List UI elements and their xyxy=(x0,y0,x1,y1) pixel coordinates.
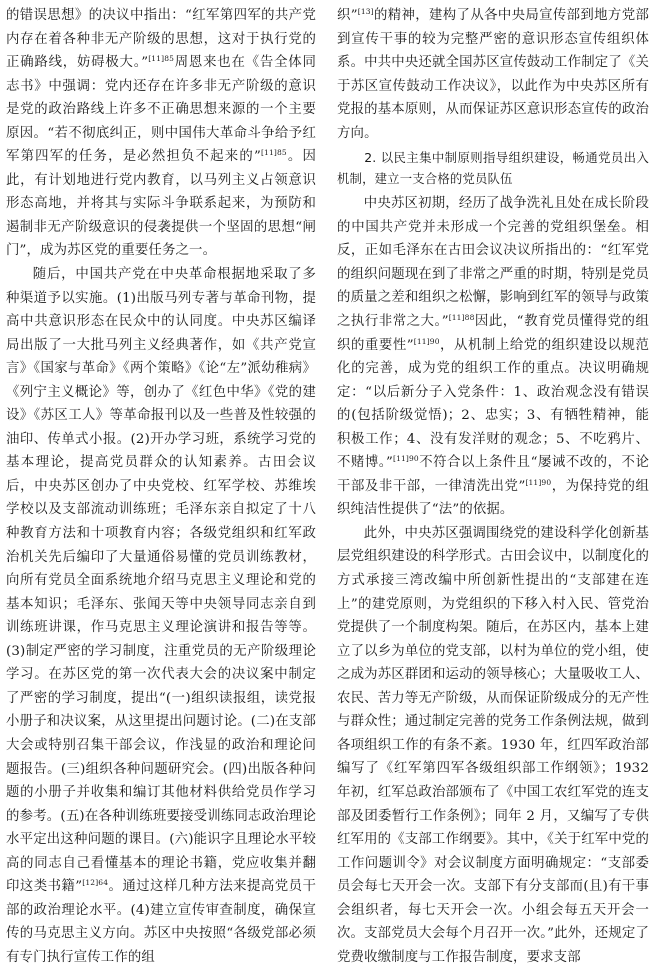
citation-marker: [11]85 xyxy=(148,54,175,64)
text-run: 的精神，建构了从各中央局宣传部到地方党部到宣传干事的较为完整严密的意识形态宣传组织体系。中共中央还就全国苏区宣传鼓动工作制定了《关于苏区宣传鼓动工作决议》，以此作为中央苏区所有党报的基本原则，从而保证苏区意识形态宣传的政治方向。 xyxy=(337,8,649,141)
text-run: 2. 以民主集中制原则指导组织建设，畅通党员出入机制，建立一支合格的党员队伍 xyxy=(337,150,649,187)
text-run: 。通过这样几种方法来提高党员干部的政治理论水平。(4)建立宣传审查制度，确保宣传的马克思主义方向。苏区中央按照“各级党部必须有专门执行宣传工作的组 xyxy=(6,879,317,965)
citation-marker: [11]90 xyxy=(525,477,552,487)
citation-marker: [13] xyxy=(357,7,374,16)
paragraph-continuation xyxy=(337,4,649,145)
paragraph xyxy=(6,263,316,969)
citation-marker: [11]90 xyxy=(393,454,419,464)
text-run: 此外，中央苏区强调围绕党的建设科学化创新基层党组织建设的科学形式。古田会议中，以制度化的方式承接三湾改编中所创新性提出的“支部建在连上”的建党原则，为党组织的下移入村入民、管党治党提供了一个制度构架。随后，在苏区内，基本上建立了以乡为单位的党支部，以村为单位的党小组，使之成为苏区群团和运动的领导核心；大量吸收工人、农民、苦力等无产阶级，从而保证阶级成分的无产性与群众性；通过制定完善的党务工作条例法规，做到各项组织工作的有条不紊。1930 年，红四军政治部编写了《红军第四军各级组织部工作纲领》；1932 年初，红军总政治部颁布了《中国工农红军党的连支部及团委暂行工作条例》；同年 2 月，又编写了专供红军用的《支部工作纲要》。其中，《关于红军中党的工作问题训令》对会议制度方面明确规定：“支部委员会每七天开会一次。支部下有分支部而(且)有干事会组织者，每七天开会一次。小组会每五天开会一次。支部党员大会每个月召开一次。”此外，还规定了党费收缴制度与工作报告制度，要求支部 xyxy=(337,525,649,965)
right-column xyxy=(337,4,649,969)
text-run: 织” xyxy=(337,8,358,23)
paragraph-continuation xyxy=(6,4,316,263)
text-run: ，从机制上给党的组织建设以规范化的完善，成为党的组织工作的重点。决议明确规定：“以后新分子入党条件：1、政治观念没有错误的(包括阶级觉悟)；2、忠实；3、有牺牲精神，能积极工作；4、没有发洋财的观念；5、不吃鸦片、不赌博。” xyxy=(337,337,650,471)
text-run: 的错误思想》的决议中指出：“红军第四军的共产党内存在着各种非无产阶级的思想，这对于执行党的正确路线，妨碍极大。” xyxy=(6,8,316,71)
citation-marker: [11]88 xyxy=(448,313,475,323)
text-run: 随后，中国共产党在中央革命根据地采取了多种渠道予以实施。(1)出版马列专著与革命刊物，提高中共意识形态在民众中的认同度。中央苏区编译局出版了一大批马列主义经典著作，如《共产党宣言》《国家与革命》《两个策略》《论“左”派幼稚病》《列宁主义概论》等，创办了《红色中华》《党的建设》《苏区工人》等革命报刊以及一些普及性较强的油印、传单式小报。(2)开办学习班，系统学习党的基本理论，提高党员群众的认知素养。古田会议后，中央苏区创办了中央党校、红军学校、苏维埃学校以及支部流动训练班；毛泽东亲自拟定了十八种教育方法和十项教育内容；各级党组织和红军政治机关先后编印了大量通俗易懂的党员训练教材，向所有党员全面系统地介绍马克思主义理论和党的基本知识；毛泽东、张闻天等中央领导同志亲自到训练班讲课，作马克思主义理论演讲和报告等等。(3)制定严密的学习制度，注重党员的无产阶级理论学习。在苏区党的第一次代表大会的决议案中制定了严密的学习制度，提出“(一)组织读报组，读党报小册子和决议案，从这里提出问题讨论。(二)在支部大会或特别召集干部会议，作浅显的政治和理论问题报告。(三)组织各种问题研究会。(四)出版各种问题的小册子并收集和编订其他材料供给党员作学习的参考。(五)在各种训练班要接受训练同志政治理论水平定出这种问题的课目。(六)能识字且理论水平较高的同志自己看懂基本的理论书籍，党应收集并翻印这类书籍” xyxy=(6,267,316,895)
paragraph xyxy=(337,522,649,969)
text-run: 。因此，有计划地进行党内教育，以马列主义占领意识形态高地，并将其与实际斗争联系起来，为预防和遏制非无产阶级意识的侵袭提供一个坚固的思想“闸门”，成为苏区党的重要任务之一。 xyxy=(6,149,316,259)
text-run: 中央苏区初期，经历了战争洗礼且处在成长阶段的中国共产党并未形成一个完善的党组织堡垒。相反，正如毛泽东在古田会议决议所指出的：“红军党的组织问题现在到了非常之严重的时期，特别是党员的质量之差和组织之松懈，影响到红军的领导与政策之执行非常之大。” xyxy=(337,196,649,330)
paragraph xyxy=(337,192,649,522)
text-run: 不符合以上条件且“屡诫不改的，不论干部及非干部，一律清洗出党” xyxy=(337,455,649,494)
left-column xyxy=(6,4,316,969)
text-run: ，为保持党的组织纯洁性提供了“法”的依据。 xyxy=(337,478,649,518)
text-run: 周恩来也在《告全体同志书》中强调：党内还存在许多非无产阶级的意识是党的政治路线上许多不正确思想来源的一个主要原因。“若不彻底纠正，则中国伟大革命斗争给予红军第四军的任务，是必然担负不起来的” xyxy=(6,55,317,165)
section-heading xyxy=(337,147,649,189)
text-run: 因此，“教育党员懂得党的组织的重要性” xyxy=(337,314,649,353)
citation-marker: [12]64 xyxy=(82,878,109,888)
citation-marker: [11]90 xyxy=(413,336,440,346)
citation-marker: [11]85 xyxy=(260,148,287,158)
